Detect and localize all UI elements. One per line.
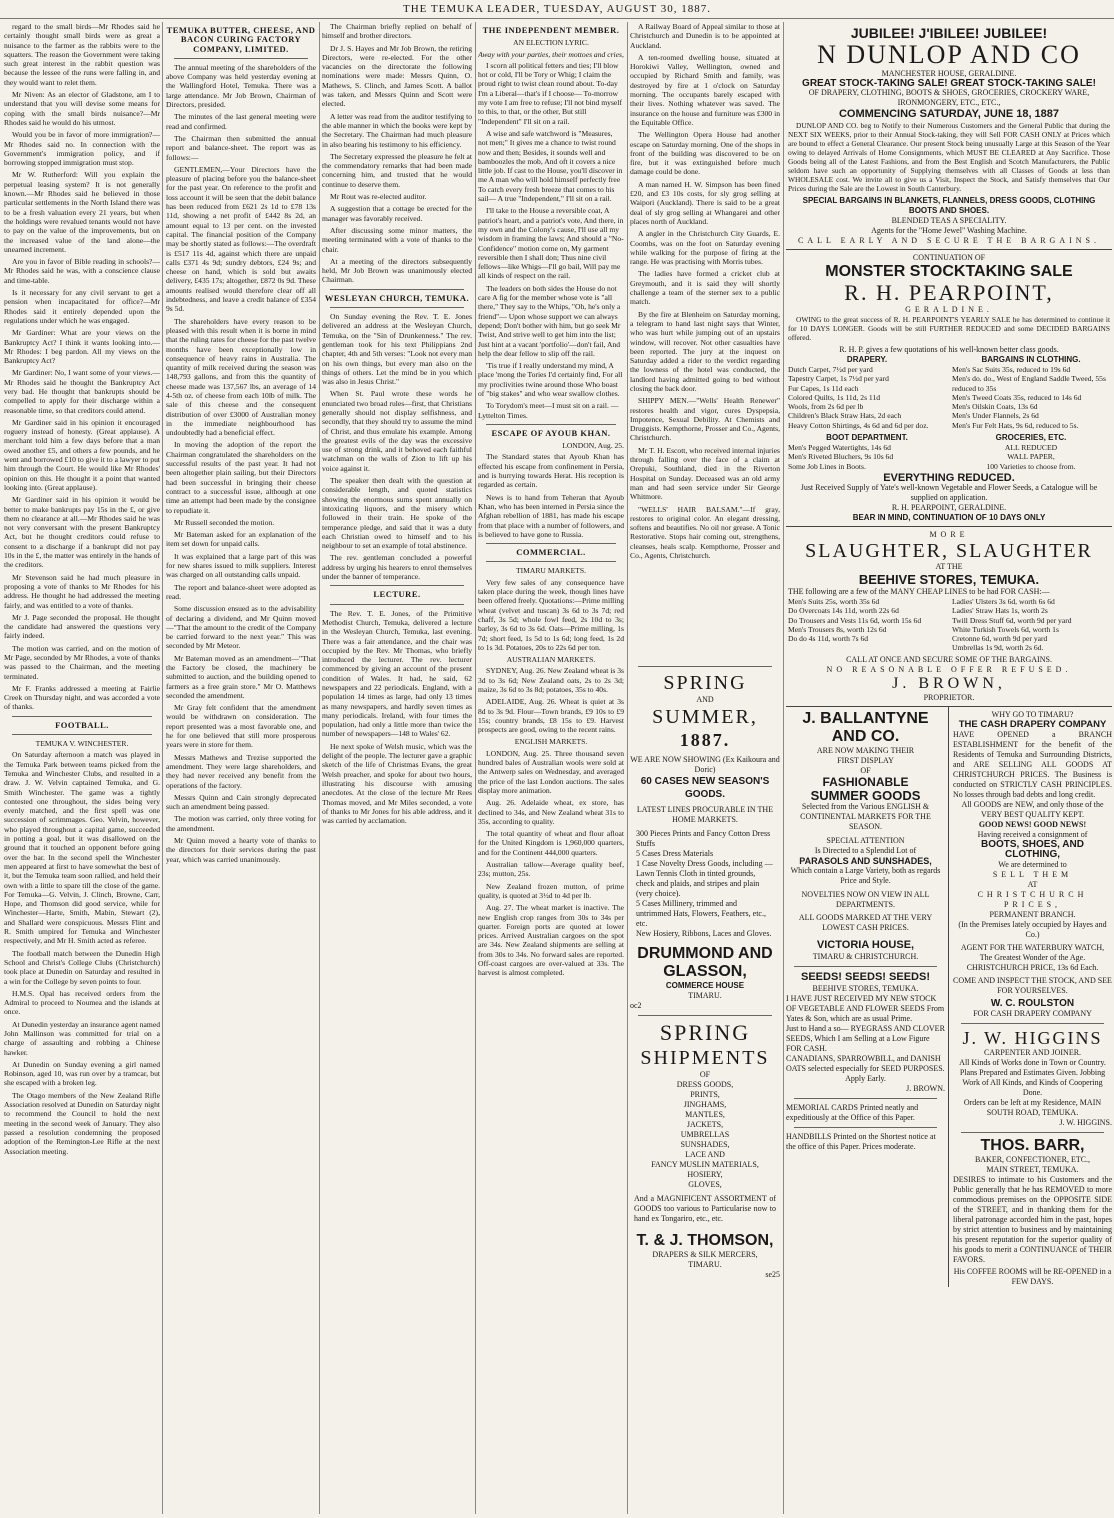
good-news: GOOD NEWS! GOOD NEWS! xyxy=(978,819,1087,829)
bargains-heading: BARGAINS IN CLOTHING. xyxy=(981,355,1081,364)
seeds-hand: Just to Hand a so— RYEGRASS AND CLOVER SEEDS, Which I am Selling at a Low Figure FOR CASH. xyxy=(786,1023,945,1053)
factory-paragraph: Mr Bateman asked for an explanation of the item set down for unpaid calls. xyxy=(166,530,316,549)
goods-item: HOSIERY, xyxy=(687,1170,723,1179)
factory-paragraph: GENTLEMEN,—Your Directors have the pleasure of placing before you the balance-sheet for the past year. On reference to the profit and loss account it will be seen that the debit balance has been reduced from £621 2s 1d to £78 13s 11d, showing a net profit of £442 8s 2d, an amount equal to 13 per cent. on the invested capital. The financial position of the Company may be shortly stated as follows:—The overdraft is £517 11s 4d, against which there are unpaid calls £371 4s 9d; sundry debtors, £24 9s; and cheese on hand, which is sold but awaits delivery, £435 17s; altogether, £872 0s 9d. These amounts realised would therefore clear off all indebtedness, and leave a credit balance of £354 9s 5d. xyxy=(166,164,316,314)
drapery-heading: DRAPERY. xyxy=(846,355,888,364)
column-4 xyxy=(478,22,624,1512)
drummond-name: DRUMMOND AND GLASSON, xyxy=(637,945,773,980)
ad-latest: LATEST LINES PROCURABLE IN THE HOME MARKETS. xyxy=(636,805,774,824)
beehive-item: Umbrellas 1s 9d, worth 2s 6d. xyxy=(952,643,1044,653)
news-paragraph: Mr T. H. Escott, who received internal injuries through falling over the face of a claim at Orepuki, Southland, died in the Riverton Hospital on Sunday. Deceased was an old army man and had seen service under Sir George Whitmore. xyxy=(630,445,780,502)
goods-item: JINGHAMS, xyxy=(683,1100,727,1109)
beehive-item: Men's Trousers 8s, worth 12s 6d xyxy=(788,624,887,634)
australian-markets-heading: AUSTRALIAN MARKETS. xyxy=(506,655,596,665)
news-paragraph: The Wellington Opera House had another escape on Saturday morning. One of the shops in front of the building was discovered to be on fire, but it was extinguished before much damage could be done. xyxy=(630,130,780,177)
meeting-paragraph: A suggestion that a cottage be erected for the manager was favorably received. xyxy=(322,204,472,223)
lecture-paragraph: He next spoke of Welsh music, which was the delight of the people. The lecturer gave a graphic sketch of the life of Christmas Evans, the great Welsh preacher, and spoke for about two hours, illustrating his discourse with amusing anecdotes. At the close of the lecture Mr Rees Thomas moved, and Mr Miles seconded, a vote of thanks to Mr Jones for his able address, and it was carried by acclamation. xyxy=(322,741,472,826)
column-rule xyxy=(475,22,476,1514)
beehive-item: Do do 4s 11d, worth 7s 6d xyxy=(788,634,869,644)
english-markets-heading: ENGLISH MARKETS. xyxy=(514,737,588,747)
column-1 xyxy=(4,22,160,1512)
ad-showing: WE ARE NOW SHOWING (Ex Kaikoura and Doric) xyxy=(630,755,780,774)
drapery-item: Heavy Cotton Shirtings, 4s 6d and 6d per doz. xyxy=(788,420,929,430)
drapery-item: Fur Capes, 1s 11d each xyxy=(788,383,859,393)
higgins-signature: J. W. HIGGINS. xyxy=(1059,1117,1112,1127)
permanent-branch: PERMANENT BRANCH. xyxy=(989,909,1076,919)
stocktaking-banner: GREAT STOCK-TAKING SALE! GREAT STOCK-TAKING SALE! xyxy=(802,78,1096,89)
at-the: AT THE xyxy=(935,561,963,571)
at-label: AT xyxy=(1027,879,1038,889)
ayoub-date: LONDON, Aug. 25. xyxy=(562,441,624,451)
factory-paragraph: Messrs Quinn and Cain strongly deprecated such an amendment being passed. xyxy=(166,792,316,812)
boot-item: Some Job Lines in Boots. xyxy=(788,461,866,471)
poem-verse: 'Tis true if I really understand my mind, A place 'mong the Tories I'd certainly find, For all my proclivities twine around those Who boast of "big stakes" and who wear swallow clothes. xyxy=(478,361,623,398)
goods-item: UMBRELLAS xyxy=(680,1130,730,1139)
victoria-house: VICTORIA HOUSE, xyxy=(816,938,915,951)
ballantyne-of: OF xyxy=(860,765,871,775)
news-paragraph: A angler in the Christchurch City Guards, E. Coombs, was on the foot on Saturday evening while walking for the purpose of firing at the range. He was practising with Morris tubes. xyxy=(630,229,780,267)
higgins-orders: Orders can be left at my Residence, MAIN SOUTH ROAD, TEMUKA. xyxy=(963,1097,1102,1117)
english-market-paragraph: LONDON, Aug. 25. Three thousand seven hundred bales of Australian wools were sold at the Antwerp sales on Wednesday, and averaged the price of the last London auctions. The sales display more animation. xyxy=(478,748,624,795)
wesleyan-paragraph: The speaker then dealt with the question at considerable length, and quoted statistics showing the enormous sums spent annually on intoxicating liquors, and the misery which followed in their train. He spoke of the temperance pledge, and said that it was a duty each Christian owed to himself and to his neighbour to set an example of total abstinence. xyxy=(322,476,472,551)
dunlop-name: N DUNLOP AND CO xyxy=(817,40,1081,69)
ad-cases: 60 CASES NEW SEASON'S GOODS. xyxy=(640,776,770,800)
higgins-name: J. W. HIGGINS xyxy=(962,1027,1103,1048)
poem-verse: I'll take to the House a reversible coat, A patriot's heart, and a patriot's vote, And there, in my own and the Colony's cause, I'll use all my wisdom in framing the laws; And should a "No-Confidence" motion come on, My garment reversible then I shall don; Thus nine civil fellows—like Whigs—I'll go bail, Will pay me all kinds of respect on the rail. xyxy=(478,206,624,281)
factory-heading: TEMUKA BUTTER, CHEESE, AND BACON CURING FACTORY COMPANY, LIMITED. xyxy=(166,25,316,54)
ballantyne-name: J. BALLANTYNE AND CO. xyxy=(802,709,929,745)
clothing-item: Men's Sac Suits 35s, reduced to 19s 6d xyxy=(952,365,1071,374)
groceries-item: WALL PAPER, xyxy=(1007,452,1055,462)
for-cash-drapery: FOR CASH DRAPERY COMPANY xyxy=(973,1008,1092,1018)
clothing-item: Men's Tweed Coats 35s, reduced to 14s 6d xyxy=(952,392,1082,402)
come-inspect: COME AND INSPECT THE STOCK, AND SEE FOR YOURSELVES. xyxy=(953,975,1112,995)
apply-early: Apply Early. xyxy=(845,1073,886,1083)
memorial-cards: MEMORIAL CARDS Printed neatly and expeditiously at the Office of this Paper. xyxy=(786,1102,919,1122)
fashionable: FASHIONABLE xyxy=(822,774,909,789)
clothing-item: Men's do. do., West of England Saddle Tweed, 55s reduced to 35s xyxy=(952,374,1106,393)
article-paragraph: The motion was carried, and on the motion of Mr Page, seconded by Mr Rhodes, a vote of thanks was passed to the Chairman, and the meeting terminated. xyxy=(4,643,160,681)
football-paragraph: At Dunedin yesterday an insurance agent named John Mallinson was committed for trial on a charge of assaulting and robbing a Chinese hawker. xyxy=(4,1019,160,1057)
column-6-ads xyxy=(786,22,1112,1512)
ad-and: AND xyxy=(696,695,714,704)
pearpoint-note: R. H. P. gives a few quotations of his well-known better class goods. xyxy=(839,345,1059,354)
boots-shoes: BOOTS, SHOES, AND CLOTHING, xyxy=(981,838,1084,860)
timaru-chch: TIMARU & CHRISTCHURCH. xyxy=(812,951,919,961)
australian-market-paragraph: SYDNEY, Aug. 26. New Zealand wheat is 3s 3d to 3s 6d; New Zealand oats, 2s to 2s 3d; maize, 3s 6d to 3s 8d; potatoes, 35s to 40s. xyxy=(478,666,624,694)
article-paragraph: Mr Stevenson said he had much pleasure in proposing a vote of thanks to Mr Rhodes for his address. He thought he had addressed the meeting fairly, and was entitled to a vote of thanks. xyxy=(4,572,160,610)
having-received: Having received a consignment of xyxy=(977,829,1088,839)
goods-item: MANTLES, xyxy=(685,1110,725,1119)
boot-item: Men's Riveted Bluchers, 9s 10s 6d xyxy=(788,452,894,462)
selected-text: Selected from the Various ENGLISH & CONTINENTAL MARKETS FOR THE SEASON. xyxy=(800,801,931,831)
special-bargains: SPECIAL BARGAINS IN BLANKETS, FLANNELS, DRESS GOODS, CLOTHING BOOTS AND SHOES. xyxy=(802,196,1096,215)
summer-goods: SUMMER GOODS xyxy=(810,787,921,803)
call-early: CALL EARLY AND SECURE THE BARGAINS. xyxy=(797,236,1101,245)
continuation-of: CONTINUATION OF xyxy=(912,253,986,262)
column-rule xyxy=(319,22,320,1514)
factory-paragraph: The Chairman then submitted the annual report and balance-sheet. The report was as follows:— xyxy=(166,133,316,162)
boot-heading: BOOT DEPARTMENT. xyxy=(826,433,908,443)
home-jewel: Agents for the "Home Jewel" Washing Machine. xyxy=(871,226,1027,235)
beehive-item: Do Trousers and Vests 11s 6d, worth 15s 6d xyxy=(788,615,922,625)
dunlop-text: DUNLOP AND CO. beg to Notify to their Numerous Customers and the General Public that during the NEXT SIX WEEKS, prior to their Annual Stock-taking, they will Sell FOR CASH ONLY at Prices which are bound to effect a General Clearance. Our present Stock being unusually Large at this Season of the Year owing to delayed Arrivals of Home Consignments, which MUST BE CLEARED at Any Sacrifice. Those Goods being all of the Latest Fashions, and from the Best English and Scotch Manufacturers, the Public seldom have such an opportunity of Supplying themselves with all Classes of Goods at less than WHOLESALE cost. We invite all to give us a Visit, Inspect the Stock, and Satisfy themselves that Our Prices during the Sale are the Lowest in South Canterbury. xyxy=(788,121,1110,193)
wesleyan-paragraph: The rev. gentleman concluded a powerful address by urging his hearers to enrol themselves under the banner of temperance. xyxy=(322,553,472,582)
article-paragraph: regard to the small birds—Mr Rhodes said he certainly thought small birds were as great a nuisance to the farmer as the rabbits were to the squatters. The reason the Government were taking such great interest in the rabbit question was because the lessee of the runs were falling in, and they would want to relet them. xyxy=(4,22,160,87)
football-paragraph: On Saturday afternoon a match was played in the Temuka Park between teams picked from the Temuka and Winchester Clubs, and resulted in a draw. J. W. Velvin captained Temuka, and G. Smith Winchester. The game was a tightly contested one throughout, the sides being very evenly matched, and the first spell was one succession of scrimmages. Geo. Velvin, however, who played throughout a capital game, succeeded in potting a goal, but it was disallowed on the ground that it touched an opponent before going over the bar. In the second spell the Winchester men appeared at first to have somewhat the best of it, but the Temuka team soon rallied, and held their own with a little to spare till the close of the game. For Temuka—G. Velvin, J. Clinch, Browne, Carr, Hope, and Thomson did good service, while for Winchester—Harte, Smith, Mabin, Stewart (2), and Shallard were conspicuous. Messrs Flint and R. Smith umpired for Temuka and Winchester respectively, and Mr H. Smith acted as referee. xyxy=(4,750,160,946)
factory-paragraph: Some discussion ensued as to the advisability of declaring a dividend, and Mr Quinn moved—"That the amount to the credit of the Company be carried forward to the next year." This was seconded by Mr Meteor. xyxy=(166,604,316,651)
meeting-paragraph: At a meeting of the directors subsequently held, Mr Job Brown was unanimously elected Chairman. xyxy=(322,256,472,285)
article-paragraph: Are you in favor of Bible reading in schools?—Mr Rhodes said he was, with a conscience clause and time-table. xyxy=(4,257,160,285)
football-paragraph: H.M.S. Opal has received orders from the Admiral to proceed to Noumea and the islands at once. xyxy=(4,988,160,1017)
stock-item: 5 Cases Millinery, trimmed and untrimmed Hats, Flowers, Feathers, etc., etc. xyxy=(636,899,766,928)
greatest-wonder: The Greatest Wonder of the Age. CHRISTCHURCH PRICE, 13s 6d Each. xyxy=(966,952,1099,972)
meeting-paragraph: Dr J. S. Hayes and Mr Job Brown, the retiring Directors, were re-elected. For the other vacancies on the directorate the following nominations were made: Messrs Quinn, O. Mathews, S. Clinch, and James Scott. A ballot was taken, and Messrs Quinn and Scott were elected. xyxy=(322,43,472,109)
barr-name: THOS. BARR, xyxy=(980,1136,1085,1154)
poem-verse: The leaders on both sides the House do not care A fig for the member whose vote is "all there," They say to the Whips, "Oh, he's only a friend"— Upon whose support we can always depend; Don't bother with him, but go seek Mr Twist, And strive well to get him into the list; Just hint at a vacant 'portfolio'—don't fail, And help the dear fellow to slip off the rail. xyxy=(478,283,621,358)
factory-paragraph: The shareholders have every reason to be pleased with this result when it is borne in mind that the ruling rates for cheese for the past twelve months have been exceptionally low in consequence of heavy rains in Australia. The quantity of milk received during the season was 148,793 gallons, and from this the quantity of cheese made was 137,567 lbs, an average of 14 4-5th oz. of cheese from each 10lb of milk. The sale of this cheese and the consequent distribution of over £3000 of Australian money in the immediate neighbourhood has undoubtedly had a beneficial effect. xyxy=(166,316,316,438)
meeting-paragraph: The Secretary expressed the pleasure he felt at the commendatory remarks that had been made concerning him, and trusted that he would continue to deserve them. xyxy=(322,151,472,189)
chch-prices: CHRISTCHURCH PRICES, xyxy=(977,889,1088,909)
column-rule xyxy=(627,22,628,1514)
bear-in-mind: BEAR IN MIND, CONTINUATION OF 10 DAYS ONLY xyxy=(852,512,1046,522)
thomson-timaru: TIMARU. xyxy=(688,1260,722,1269)
english-market-paragraph: New Zealand frozen mutton, of prime quality, is quoted at 3½d to 4d per lb. xyxy=(478,881,624,900)
which-text: Which contain a Large Variety, both as regards Price and Style. xyxy=(790,865,941,885)
carpenter-joiner: CARPENTER AND JOINER. xyxy=(983,1047,1082,1057)
pearpoint-signature: R. H. PEARPOINT, GERALDINE. xyxy=(891,502,1007,512)
ad-of: OF xyxy=(699,1070,711,1079)
roulston-name: W. C. ROULSTON xyxy=(990,997,1075,1009)
barr-address: MAIN STREET, TEMUKA. xyxy=(986,1164,1079,1174)
factory-paragraph: It was explained that a large part of this was for new shares issued to milk suppliers. Interest was charged on all outstanding calls unpaid. xyxy=(166,551,316,580)
poem-verse: A wise and safe watchword is "Measures, not men;" It gives me a chance to twist round now and then; Besides, it sounds well and bamboozles the mob, And oft it covers a nice little job. If cast to the House, you'll discover in me A man who will hold himself perfectly free To catch every fresh breeze that comes to his sail— A true "Independent," I'll sit on a rail. xyxy=(478,128,623,204)
stock-item: New Hosiery, Ribbons, Laces and Gloves. xyxy=(636,929,772,938)
lecture-paragraph: The Rev. T. E. Jones, of the Primitive Methodist Church, Temuka, delivered a lecture in the Wesleyan Church, Temuka, last evening. There was a fair attendance, and the chair was occupied by the Rev. Mr Thomas, who briefly introduced the lecturer. The rev. lecturer commenced by giving an account of the present condition of Wales. It had, he said, 62 newspapers and 22 periodicals. England, with a population 14 times as large, had only 13 times as many newspapers, and hardly seven times as many periodicals. Ireland, with four times the population, had only a little more than twice the number of newspapers—148 to Wales' 62. xyxy=(322,608,472,739)
english-market-paragraph: Aug. 26. Adelaide wheat, ex store, has declined to 34s, and New Zealand wheat 31s to 35s, according to quality. xyxy=(478,798,624,826)
groceries-heading: GROCERIES, ETC. xyxy=(995,433,1067,443)
football-paragraph: The football match between the Dunedin High School and Christ's College Clubs (Christchurch) took place at Dunedin on Saturday and resulted in a win for the College by seven points to four. xyxy=(4,948,160,986)
ayoub-heading: ESCAPE OF AYOUB KHAN. xyxy=(491,427,611,438)
factory-paragraph: The minutes of the last general meeting were read and confirmed. xyxy=(166,112,316,131)
seeds-text: I HAVE JUST RECEIVED MY NEW STOCK OF VEGETABLE AND FLOWER SEEDS From Yates & Son, which are as usual Prime. xyxy=(786,993,945,1023)
pearpoint-name: R. H. PEARPOINT, xyxy=(844,280,1054,305)
ad-year: 1887. xyxy=(679,730,731,750)
ad-shipments: SHIPMENTS xyxy=(640,1047,770,1069)
brown-name: J. BROWN, xyxy=(892,674,1006,692)
seeds-banner: SEEDS! SEEDS! SEEDS! xyxy=(801,970,930,983)
spring-summer-ad xyxy=(630,671,780,1011)
article-paragraph: Mr Niven: As an elector of Gladstone, am I to understand that you will devise some means for coping with the small birds nuisance?—Mr Rhodes said he would do his utmost. xyxy=(4,90,160,127)
brown-proprietor: PROPRIETOR. xyxy=(923,692,975,702)
meeting-paragraph: A letter was read from the auditor testifying to the able manner in which the books were kept by the Secretary. The Chairman had much pleasure in also bearing his testimony to his efficiency. xyxy=(322,111,472,149)
seeds-signature: J. BROWN. xyxy=(906,1083,945,1093)
english-market-paragraph: The total quantity of wheat and flour afloat for the United Kingdom is 1,960,000 quarters, and for the Continent 444,000 quarters. xyxy=(478,829,624,857)
wesleyan-paragraph: On Sunday evening the Rev. T. E. Jones delivered an address at the Wesleyan Church, Temuka, on the "Sin of Drunkenness." The rev. gentleman took for his text Philippians 2nd chapter, 4th and 5th verses: "Look not every man on his own things, but every man also on the things of others. Let the mind be in you which was also in Jesus Christ." xyxy=(322,312,472,387)
goods-item: DRESS GOODS, xyxy=(676,1080,734,1089)
jubilee-banner: JUBILEE! J'IBILEE! JUBILEE! xyxy=(850,25,1048,41)
blended-teas: BLENDED TEAS A SPECIALITY. xyxy=(891,216,1007,225)
ad-code-2: se25 xyxy=(765,1270,780,1279)
article-paragraph: Would you be in favor of more immigration?—Mr Rhodes said no. In connection with the Government's immigration policy, and if borrowing stopped immigration must stop. xyxy=(4,130,160,168)
slaughter-banner: SLAUGHTER, SLAUGHTER xyxy=(805,539,1093,562)
lecture-heading: LECTURE. xyxy=(373,589,421,600)
groceries-item: 100 Varieties to choose from. xyxy=(986,461,1076,471)
factory-paragraph: Mr Gray felt confident that the amendment would be withdrawn on consideration. The report presented was a most favorable one, and he for one believed that still more prosperous years were in store for them. xyxy=(166,703,316,750)
spring-shipments-ad xyxy=(630,1020,780,1280)
directed-text: Is Directed to a Splendid Lot of xyxy=(814,845,917,855)
article-paragraph: Mr W. Rutherford: Will you explain the perpetual leasing system? It is not generally known.—Mr Rhodes said he believed in those particular settlements in the North Island there was to be a fresh valuation every 21 years, but when the holdings were revalued tenants would not have to pay on the value of the improvements, but on the increased value of the land alone—the unearned increment. xyxy=(4,170,160,254)
news-paragraph: SHIPPY MEN.—"Wells' Health Renewer" restores health and vigor, cures Dyspepsia, Impotence, Sexual Debility. At Chemists and Druggists. Kempthorne, Prosser and Co., Agents, Christchurch. xyxy=(630,396,780,443)
column-3 xyxy=(322,22,472,1512)
canadians: CANADIANS, SPARROWBILL, and DANISH OATS selected especially for SEED PURPOSES. xyxy=(786,1053,945,1073)
goods-item: FANCY MUSLIN MATERIALS, xyxy=(651,1160,759,1169)
stock-item: 5 Cases Dress Materials xyxy=(636,849,714,858)
thomson-name: T. & J. THOMSON, xyxy=(636,1232,774,1249)
everything-reduced: EVERYTHING REDUCED. xyxy=(883,471,1015,484)
clothing-item: Men's Under Flannels, 2s 6d xyxy=(952,411,1039,421)
football-paragraph: The Otago members of the New Zealand Rifle Association resolved at Dunedin on Saturday night to recommend the Council to hold the next meeting in the second week of January. They also passed a resolution condemning the proposed adoption of the Remington-Lee Rifle at the next Association meeting. xyxy=(4,1090,160,1156)
article-paragraph: Is it necessary for any civil servant to get a pension when incapacitated for office?—Mr Rhodes said it entirely depended upon the regulations under which he was engaged. xyxy=(4,288,160,325)
coffee-rooms: His COFFEE ROOMS will be RE-OPENED in a FEW DAYS. xyxy=(953,1266,1112,1286)
wesleyan-heading: WESLEYAN CHURCH, TEMUKA. xyxy=(324,292,470,303)
factory-paragraph: Mr Russell seconded the motion. xyxy=(174,517,275,527)
article-paragraph: Mr J. Page seconded the proposal. He thought the candidate had answered the questions very fairly indeed. xyxy=(4,612,160,641)
cash-drapery-text: HAVE OPENED a BRANCH ESTABLISHMENT for the benefit of the Residents of Temuka and Surrounding Districts, and ARE SELLING ALL GOODS AT CHRISTCHURCH PRICES. The Business is conducted on STRICTLY CASH PRINCIPLES. No losses through bad debts and long credit. xyxy=(953,729,1112,799)
article-paragraph: Mr Gardiner: What are your views on the Bankruptcy Act? I think it wants looking into.—Mr Rhodes: I beg pardon. All my views on the Bankruptcy Act? xyxy=(4,328,160,366)
manchester-house: MANCHESTER HOUSE, GERALDINE. xyxy=(881,69,1017,78)
english-market-paragraph: Australian tallow—Average quality beef, 23s; mutton, 25s. xyxy=(478,860,624,879)
football-subheading: TEMUKA V. WINCHESTER. xyxy=(35,739,129,749)
ballantyne-now: ARE NOW MAKING THEIR xyxy=(816,745,915,755)
special-attention: SPECIAL ATTENTION xyxy=(826,835,905,845)
bottom-ads-area xyxy=(786,707,1112,1287)
beehive-item: Twill Dress Stuff 6d, worth 9d per yard xyxy=(952,615,1072,625)
football-heading: FOOTBALL. xyxy=(55,719,109,730)
poem-verse: To Torydom's meet—I must sit on a rail. —Lyttelton Times. xyxy=(478,401,619,420)
goods-item: LACE AND xyxy=(685,1150,725,1159)
ad-spring: SPRING xyxy=(663,672,747,694)
barr-trade: BAKER, CONFECTIONER, ETC., xyxy=(974,1154,1091,1164)
pearpoint-ad xyxy=(786,250,1112,527)
meeting-paragraph: The Chairman briefly replied on behalf of himself and brother directors. xyxy=(322,22,472,41)
stock-item: 300 Pieces Prints and Fancy Cotton Dress Stuffs xyxy=(636,829,771,848)
australian-market-paragraph: ADELAIDE, Aug. 26. Wheat is quiet at 3s 8d to 3s 9d. Flour—Town brands, £9 10s to £9 15s; country brands, £8 15s to £9. Harvest prospects are good, owing to the recent rains. xyxy=(478,697,624,735)
ballantyne-ad xyxy=(786,707,949,1287)
article-paragraph: Mr Gardiner: No, I want some of your views.—Mr Rhodes said he thought the Bankruptcy Act very bad. He thought that bankrupts should be compelled to apply for their discharge within a reasonable time, so that creditors could attend. xyxy=(4,368,160,415)
column-rule xyxy=(162,22,163,1514)
factory-paragraph: Mr Quinn moved a hearty vote of thanks to the directors for their services during the past year, which was carried unanimously. xyxy=(166,836,316,864)
factory-paragraph: The report and balance-sheet were adopted as read. xyxy=(166,582,316,601)
waterbury-agent: AGENT FOR THE WATERBURY WATCH, xyxy=(960,942,1105,952)
goods-item: GLOVES, xyxy=(688,1180,722,1189)
timaru-markets-text: Very few sales of any consequence have taken place during the week, though lines have been offered freely. Quotations:—Prime milling wheat (velvet and tuscan) 3s 6d to 3s 7d; red chaff, 3s 5d; whole fowl feed, 2s 10d to 3s; barley, 3s 6d to 3s 6d. Oats—Prime milling, 1s 7d; short feed, 1s 5d to 1s 6d; long feed, 1s 2d to 1s 3d. Potatoes, 20s to 22s 6d per ton. xyxy=(478,577,624,652)
everything-text: Just Received Supply of Yate's well-known Vegetable and Flower Seeds, a Catalogue will be supplied on application. xyxy=(800,482,1098,502)
drapery-item: Children's Black Straw Hats, 2d each xyxy=(788,411,902,421)
thomson-drapers: DRAPERS & SILK MERCERS, xyxy=(652,1250,758,1259)
clothing-item: Men's Oilskin Coats, 13s 6d xyxy=(952,402,1038,412)
determined: We are determined to xyxy=(998,859,1067,869)
meeting-paragraph: After discussing some minor matters, the meeting terminated with a vote of thanks to the chair. xyxy=(322,225,472,254)
parasols: PARASOLS AND SUNSHADES, xyxy=(799,855,932,866)
news-paragraph: "WELLS' HAIR BALSAM."—If gray, restores to original color. An elegant dressing, softens and beautifies. No oil nor grease. A Tonic Restorative. Stops hair coming out, strengthens, cleanses, heals scalp. Kempthorne, Prosser and Co., Agents, Christchurch. xyxy=(630,504,780,561)
factory-paragraph: The annual meeting of the shareholders of the above Company was held yesterday evening at the Wallingford Hotel, Temuka. There was a large attendance. Mr Job Brown, Chairman of Directors, presided. xyxy=(166,62,316,110)
poem-subheading: AN ELECTION LYRIC. xyxy=(513,38,589,48)
no-reasonable: NO REASONABLE OFFER REFUSED. xyxy=(826,664,1072,674)
handbills: HANDBILLS Printed on the Shortest notice at the office of this Paper. Prices moderate. xyxy=(786,1131,936,1151)
factory-paragraph: Mr Bateman moved as an amendment—"That the Factory be closed, the machinery be submitted to auction, and the building opened to farmers as a free grain store." Mr O. Matthews seconded the amendment. xyxy=(166,653,316,700)
cash-drapery-name: THE CASH DRAPERY COMPANY xyxy=(958,718,1107,730)
ballantyne-first: FIRST DISPLAY xyxy=(837,755,894,765)
higgins-text: All Kinds of Works done in Town or Country. Plans Prepared and Estimates Given. Jobbing Work of All Kinds, and Kinds of Coopering Done. xyxy=(959,1057,1106,1097)
poem-intro: Away with your parties, their mottoes and cries, xyxy=(478,49,624,59)
article-paragraph: Mr F. Franks addressed a meeting at Fairlie Creek on Thursday night, and was accorded a vote of thanks. xyxy=(4,683,160,712)
goods-item: SUNSHADES, xyxy=(680,1140,730,1149)
novelties: NOVELTIES NOW ON VIEW IN ALL DEPARTMENTS. xyxy=(801,889,930,909)
column-2 xyxy=(166,22,316,1512)
meeting-paragraph: Mr Rout was re-elected auditor. xyxy=(330,192,427,202)
drapery-item: Dutch Carpet, 7½d per yard xyxy=(788,365,873,374)
sell-them: SELL THEM xyxy=(992,869,1073,879)
premises: (In the Premises lately occupied by Hayes and Co.) xyxy=(958,919,1107,939)
drapery-item: Colored Quilts, 1s 11d, 2s 11d xyxy=(788,392,881,402)
factory-paragraph: Messrs Mathews and Trezise supported the amendment. They were large shareholders, and they had never received any benefit from the operations of the factory. xyxy=(166,752,316,790)
beehive-ad xyxy=(786,527,1112,707)
barr-text: DESIRES to intimate to his Customers and the Public generally that he has REMOVED to more commodious premises on the OPPOSITE SIDE of the STREET, and in thanking them for the liberal patronage accorded him in the past, hopes by strict attention to business and by maintaining his present reputation for the superior quality of his goods to merit a CONTINUANCE of THEIR FAVORS. xyxy=(953,1174,1112,1264)
drapery-item: Wools, from 2s 6d per lb xyxy=(788,402,864,412)
boot-item: Men's Pegged Watertights, 14s 6d xyxy=(788,443,891,453)
masthead: THE TEMUKA LEADER, TUESDAY, AUGUST 30, 1887. xyxy=(0,0,1114,19)
pearpoint-geraldine: GERALDINE. xyxy=(905,305,993,314)
beehive-item: Ladies' Straw Hats 1s, worth 2s xyxy=(952,606,1048,616)
poem-verse: I scorn all political fetters and ties; I'll blow hot or cold, I'll be Tory or Whig; I claim the proud right to twist clean round about. To-day I'm a Liberal—that's if I choose— To-morrow my vote I am free to refuse; I'll not bind myself to this, to that, or the other, But still "Independent" I'll sit on a rail. xyxy=(478,60,622,126)
drapery-item: Tapestry Carpet, 1s 7½d per yard xyxy=(788,374,889,384)
ayoub-paragraph: News is to hand from Teheran that Ayoub Khan, who has been interned in Persia since the Afghan rebellion of 1881, has made his escape from that place with a number of followers, and is believed to have gone to Russia. xyxy=(478,492,624,539)
news-paragraph: The ladies have formed a cricket club at Greymouth, and it is said they will shortly challenge a team of the sterner sex to a public match. xyxy=(630,269,780,307)
ad-summer: SUMMER, xyxy=(652,706,758,728)
all-new: All GOODS are NEW, and only those of the VERY BEST QUALITY KEPT. xyxy=(961,799,1104,819)
news-paragraph: A man named H. W. Simpson has been fined £20, and £3 10s costs, for sly grog selling at Waipori (Auckland). There is said to be a great deal of sly grog selling at Whangarei and other places north of Auckland. xyxy=(630,179,780,226)
article-paragraph: Mr Gardiner said in his opinion it encouraged roguery instead of honesty. (Great applause). A merchant told him a few days before that a man owed another £5, and others a few pounds, and he went and borrowed £10 to give it to a lawyer to put him through the Court. He would like Mr Rhodes' opinion on this. He thought it a point that wanted looking into. (Great applause). xyxy=(4,417,160,492)
drummond-timaru: TIMARU. xyxy=(688,991,722,1000)
ad-code: oc2 xyxy=(630,1001,642,1010)
stock-item: 1 Case Novelty Dress Goods, including — Lawn Tennis Cloth in tinted grounds, check and plaids, and stripes and plain (very choice). xyxy=(636,859,773,898)
beehive-item: White Turkish Towels 6d, worth 1s xyxy=(952,624,1059,634)
all-goods-marked: ALL GOODS MARKED AT THE VERY LOWEST CASH PRICES. xyxy=(798,912,933,932)
beehive-item: Men's Suits 25s, worth 35s 6d xyxy=(788,596,880,606)
football-paragraph: At Dunedin on Sunday evening a girl named Robinson, aged 10, was run over by a tramcar, but she escaped with a broken leg. xyxy=(4,1059,160,1088)
article-paragraph: Mr Gardiner said in his opinion it would be better to make bankrupts pay 15s in the £, or give them no clearance at all.—Mr Rhodes said he was not very conversant with the present Bankruptcy Act, but he thought creditors could refuse to consent to a discharge if a bankrupt did not pay 10s in the £, the matter was entirely in the hands of the creditors. xyxy=(4,495,160,570)
news-paragraph: A Railway Board of Appeal similar to those at Christchurch and Dunedin is to be appointed at Auckland. xyxy=(630,22,780,50)
groceries-item: ALL REDUCED xyxy=(1004,443,1058,453)
goods-item: JACKETS, xyxy=(686,1120,724,1129)
call-at-once: CALL AT ONCE AND SECURE SOME OF THE BARGAINS. xyxy=(846,654,1052,664)
poem-heading: THE INDEPENDENT MEMBER. xyxy=(482,25,620,35)
dunlop-ad xyxy=(786,22,1112,250)
beehive-intro: THE following are a few of the MANY CHEAP LINES to be had FOR CASH:— xyxy=(788,586,1050,596)
news-paragraph: By the fire at Blenheim on Saturday morning, a telegram to hand last night says that Winter, who was hurt while jumping out of an upstairs window, will recover. Not other casualties have been reported. The jury at the inquest on Saturday added a rider to the verdict regarding the lowness of the hotel was conducted, the landlord having admitted going to bed without closing the back door. xyxy=(630,309,780,393)
commercial-heading: COMMERCIAL. xyxy=(516,547,586,558)
english-market-paragraph: Aug. 27. The wheat market is inactive. The new English crop ranges from 30s to 34s per quarter. Foreign ports are quoted at lower prices. Arrived Australian cargoes on the spot are 34s. New Zealand shipments are selling at from 30s to 34s. No forward sales are reported. Off-coast cargoes are over-valued at 33s. The harvest is almost completed. xyxy=(478,903,624,978)
beehive-item: Cretonne 6d, worth 9d per yard xyxy=(952,634,1048,644)
more-label: MORE xyxy=(929,529,969,539)
commencing-line: COMMENCING SATURDAY, JUNE 18, 1887 xyxy=(838,108,1060,120)
factory-paragraph: In moving the adoption of the report the Chairman congratulated the shareholders on the successful results of the past year. It had not been altogether plain sailing, but their Directors had been successful in bringing their cheese contract to a successful issue, although at one time an attempt had been made by the consignee to repudiate it. xyxy=(166,440,316,515)
ad-spring-2: SPRING xyxy=(659,1020,751,1045)
column-5 xyxy=(630,22,780,1512)
clothing-item: Men's Fur Felt Hats, 9s 6d, reduced to 5s. xyxy=(952,420,1079,430)
drapery-line: OF DRAPERY, CLOTHING, BOOTS & SHOES, GROCERIES, CROCKERY WARE, IRONMONGERY, ETC., ETC., xyxy=(808,88,1090,107)
why-timaru: WHY GO TO TIMARU? xyxy=(991,709,1074,719)
beehive-item: Ladies' Ulsters 3s 6d, worth 6s 6d xyxy=(952,596,1055,606)
commerce-house: COMMERCE HOUSE xyxy=(665,981,745,990)
factory-paragraph: The motion was carried, only three voting for the amendment. xyxy=(166,814,316,833)
beehive-item: Do Overcoats 14s 11d, worth 22s 6d xyxy=(788,606,899,616)
beehive-stores-2: BEEHIVE STORES, TEMUKA. xyxy=(812,983,919,993)
news-paragraph: A ten-roomed dwelling house, situated at Horokiwi Valley, Wellington, owned and occupied by Richard Smith and family, was destroyed by fire at 1 o'clock on Saturday morning. The occupants barely escaped with their lives. Nothing whatever was saved. The insurance on the house and furniture was £300 in the Equitable Office. xyxy=(630,52,780,127)
wesleyan-paragraph: When St. Paul wrote these words he enunciated two broad rules—first, that Christians generally should not display selfishness, and secondly, that they should try to assume the mind of Christ, and thus emulate his example. Among the greatest evils of the day was the excessive use of strong drink, and it behoved each faithful watchman on the walls of Zion to lift up his voice against it. xyxy=(322,389,472,473)
monster-sale: MONSTER STOCKTAKING SALE xyxy=(825,263,1073,280)
ad-magnificent: And a MAGNIFICENT ASSORTMENT of GOODS too various to Particularise now to hand ex Tongariro, etc., etc. xyxy=(634,1194,776,1223)
pearpoint-text: OWING to the great success of R. H. PEARPOINT'S YEARLY SALE he has determined to continue it for 10 DAYS LONGER. Goods will be still FURTHER REDUCED and some DECIDED BARGAINS offered. xyxy=(788,315,1110,342)
column-rule xyxy=(783,22,784,1514)
ayoub-paragraph: The Standard states that Ayoub Khan has effected his escape from confinement in Persia, and is hurrying towards Herat. His reception is regarded as certain. xyxy=(478,452,624,490)
goods-item: PRINTS, xyxy=(690,1090,720,1099)
cash-drapery-ad xyxy=(953,707,1112,1287)
beehive-name: BEEHIVE STORES, TEMUKA. xyxy=(858,571,1040,587)
timaru-markets-heading: TIMARU MARKETS. xyxy=(515,566,587,576)
